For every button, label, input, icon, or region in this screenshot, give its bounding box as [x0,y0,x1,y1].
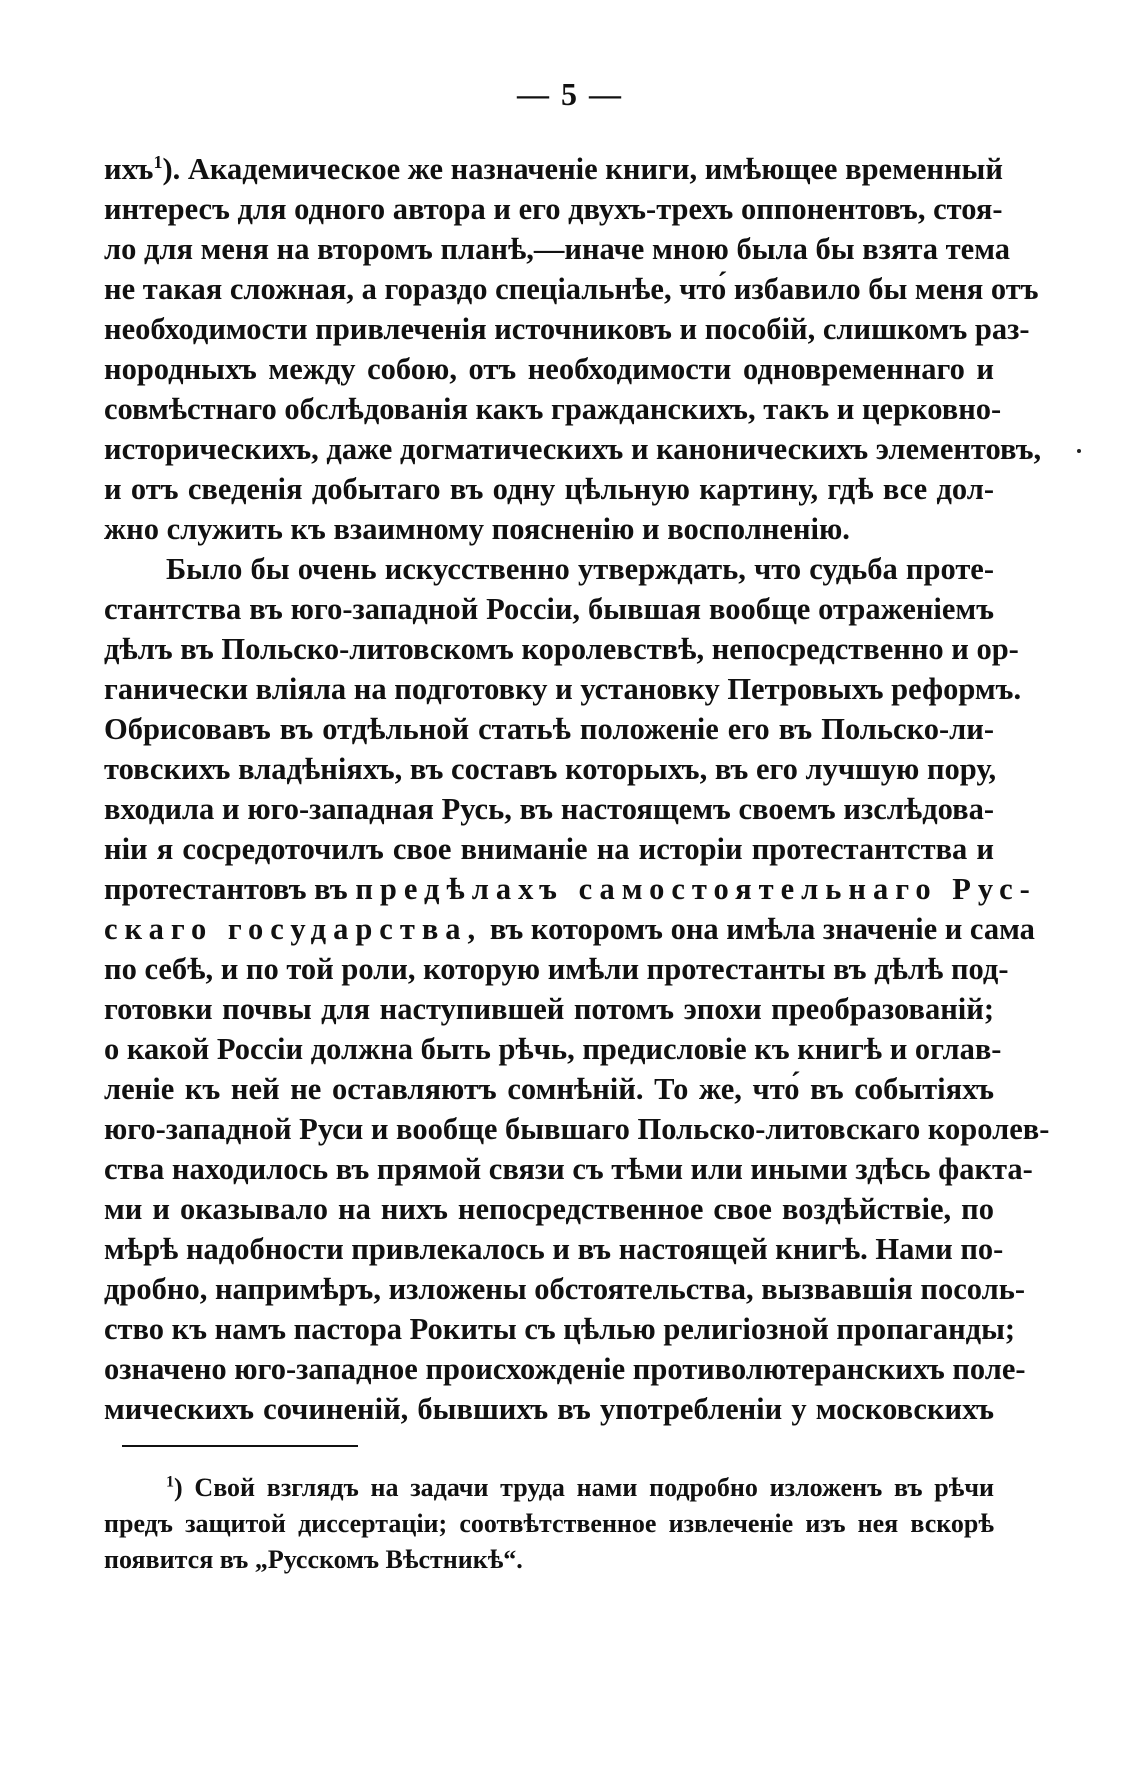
text-line: и отъ сведенія добытаго въ одну цѣльную картину, гдѣ все дол- [104,472,994,506]
footnote-marker: 1 [166,1473,174,1491]
text-line: необходимости привлеченія источниковъ и пособій, слишкомъ раз- [104,312,1030,346]
footnote-line: появится въ „Русскомъ Вѣстникѣ“. [104,1545,523,1574]
text-fragment: ). Академическое же назначеніе книги, имѣющее временный [162,152,1003,186]
text-line: ганически вліяла на подготовку и установку Петровыхъ реформъ. [104,672,1022,706]
text-fragment: ихъ [104,152,154,186]
margin-speck [1077,449,1081,453]
text-line: готовки почвы для наступившей потомъ эпохи преобразованій; [104,992,994,1026]
text-line: по себѣ, и по той роли, которую имѣли протестанты въ дѣлѣ под- [104,952,1009,986]
footnote-divider [122,1445,358,1447]
text-line: ло для меня на второмъ планѣ,—иначе мною была бы взята тема [104,232,1011,266]
text-line: историческихъ, даже догматическихъ и каноническихъ элементовъ, [104,432,1042,466]
text-line: совмѣстнаго обслѣдованія какъ гражданскихъ, такъ и церковно- [104,392,1002,426]
text-line: нородныхъ между собою, отъ необходимости одновременнаго и [104,352,994,386]
footnote-line [104,1470,994,1506]
text-line: дробно, напримѣръ, изложены обстоятельства, вызвавшія посоль- [104,1272,1025,1306]
spaced-emphasis: скаго государства, [104,912,483,946]
text-line: ми и оказывало на нихъ непосредственное свое воздѣйствіе, по [104,1192,994,1226]
text-line: жно служить къ взаимному поясненію и восполненію. [104,512,850,546]
text-fragment: въ которомъ она имѣла значеніе и сама [482,912,1035,946]
text-fragment: протестантовъ въ [104,872,348,906]
text-line: Обрисовавъ въ отдѣльной статьѣ положеніе его въ Польско-ли- [104,712,994,746]
text-line: не такая сложная, а гораздо спеціальнѣе, что́ избавило бы меня отъ [104,272,1039,306]
text-line: интересъ для одного автора и его двухъ-трехъ оппонентовъ, стоя- [104,192,1003,226]
text-line: дѣлъ въ Польско-литовскомъ королевствѣ, непосредственно и ор- [104,632,1019,666]
footnote-reference: 1 [153,151,163,172]
text-line: товскихъ владѣніяхъ, въ составъ которыхъ, въ его лучшую пору, [104,752,997,786]
main-text [104,149,1050,1429]
text-line: мѣрѣ надобности привлекалось и въ настоящей книгѣ. Нами по- [104,1232,1004,1266]
text-line: леніе къ ней не оставляютъ сомнѣній. То же, что́ въ событіяхъ [104,1072,994,1106]
footnote-fragment: ) Свой взглядъ на задачи труда нами подробно изложенъ въ рѣчи [174,1473,994,1502]
page-number-header: — 5 — [517,76,623,112]
text-line: ства находилось въ прямой связи съ тѣми или иными здѣсь факта- [104,1152,1033,1186]
text-line: входила и юго-западная Русь, въ настоящемъ своемъ изслѣдова- [104,792,994,826]
text-line: ство къ намъ пастора Рокиты съ цѣлью религіозной пропаганды; [104,1312,1016,1346]
text-line: юго-западной Руси и вообще бывшаго Польско-литовскаго королев- [104,1112,1050,1146]
footnote-line: предъ защитой диссертаціи; соотвѣтственное извлеченіе изъ нея вскорѣ [104,1509,994,1538]
text-line: о какой Россіи должна быть рѣчь, предисловіе къ книгѣ и оглав- [104,1032,1002,1066]
spaced-emphasis: предѣлахъ самостоятельнаго Рус- [355,872,1037,906]
text-line: Было бы очень искусственно утверждать, что судьба проте- [166,552,994,586]
footnote [104,1470,994,1578]
text-line: мическихъ сочиненій, бывшихъ въ употребленіи у московскихъ [104,1392,994,1426]
text-line [104,909,1035,949]
text-line: означено юго-западное происхожденіе противолютеранскихъ поле- [104,1352,1026,1386]
text-line [104,149,1003,189]
text-line [104,869,1037,909]
text-line: ніи я сосредоточилъ свое вниманіе на исторіи протестантства и [104,832,994,866]
text-line: стантства въ юго-западной Россіи, бывшая вообще отраженіемъ [104,592,994,626]
